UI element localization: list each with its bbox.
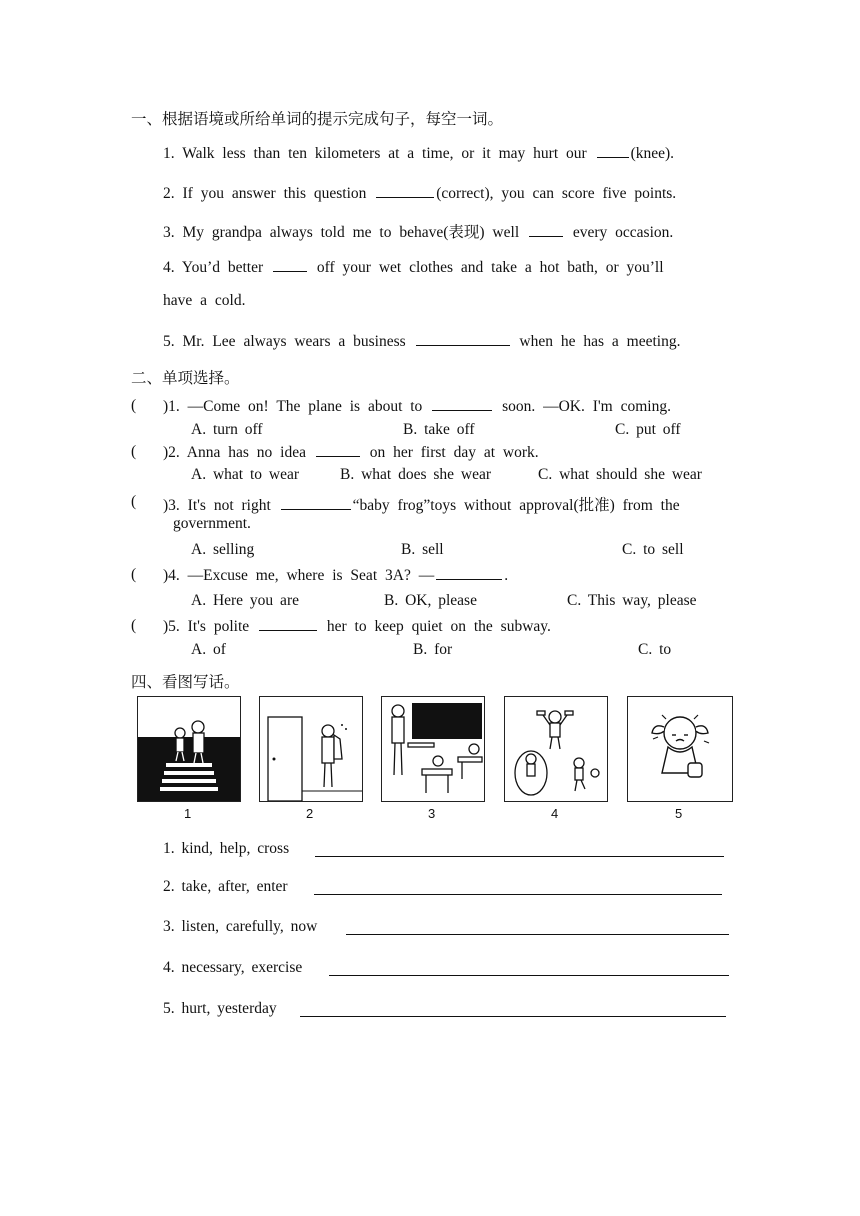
question-text: when he has a meeting. — [519, 333, 681, 350]
question-text: (knee). — [630, 145, 675, 162]
mc-question-3 — [163, 493, 680, 515]
picture-exercise — [504, 696, 608, 802]
question-text: 5. Mr. Lee always wears a business — [163, 333, 406, 350]
picture-number: 1 — [184, 806, 192, 821]
writing-line[interactable] — [329, 975, 729, 976]
writing-line[interactable] — [315, 856, 724, 857]
option-b[interactable]: B. OK, please — [384, 592, 477, 609]
question-1-5 — [163, 332, 680, 351]
option-c[interactable]: C. to sell — [622, 541, 684, 558]
question-text: her to keep quiet on the subway. — [326, 618, 551, 635]
answer-blank — [316, 443, 360, 457]
question-text: 4. You’d better — [163, 259, 264, 276]
picture-number: 3 — [428, 806, 436, 821]
answer-blank[interactable] — [416, 332, 510, 346]
picture-number: 2 — [306, 806, 314, 821]
writing-prompt-5: 5. hurt, yesterday — [163, 1000, 277, 1017]
question-1-1 — [163, 144, 726, 163]
picture-number: 4 — [551, 806, 559, 821]
mc-question-3-continued: government. — [173, 515, 251, 532]
section-4-title: 四、看图写话。 — [131, 674, 240, 691]
question-text: 1. Walk less than ten kilometers at a time, or it may hurt our — [163, 145, 587, 162]
question-text: 3. My grandpa always told me to behave(表现) well — [163, 224, 520, 241]
option-b[interactable]: B. for — [413, 641, 453, 658]
option-a[interactable]: A. what to wear — [191, 466, 299, 483]
option-a[interactable]: A. Here you are — [191, 592, 299, 609]
writing-prompt-1: 1. kind, help, cross — [163, 840, 290, 857]
mc-question-1 — [163, 397, 671, 416]
option-b[interactable]: B. take off — [403, 421, 475, 438]
answer-paren[interactable]: ( — [131, 443, 137, 460]
answer-blank — [436, 566, 502, 580]
question-text: soon. —OK. I'm coming. — [502, 398, 671, 415]
section-1-title: 一、根据语境或所给单词的提示完成句子，每空一词。 — [131, 111, 504, 128]
answer-paren[interactable]: ( — [131, 617, 137, 634]
question-text: (correct), you can score five points. — [436, 185, 677, 202]
writing-line[interactable] — [346, 934, 729, 935]
picture-number: 5 — [675, 806, 683, 821]
question-text: on her first day at work. — [369, 444, 539, 461]
answer-blank[interactable] — [597, 144, 629, 158]
answer-blank[interactable] — [376, 184, 434, 198]
question-text: off your wet clothes and take a hot bath, or you’ll — [316, 259, 664, 276]
answer-blank — [259, 617, 317, 631]
option-c[interactable]: C. what should she wear — [538, 466, 702, 483]
question-1-3 — [163, 220, 726, 242]
answer-blank[interactable] — [529, 223, 563, 237]
question-text: )3. It's not right — [163, 497, 271, 514]
option-a[interactable]: A. of — [191, 641, 226, 658]
writing-line[interactable] — [300, 1016, 726, 1017]
question-1-4 — [163, 258, 664, 277]
answer-paren[interactable]: ( — [131, 493, 137, 510]
picture-crossing-street — [137, 696, 241, 802]
writing-prompt-2: 2. take, after, enter — [163, 878, 288, 895]
writing-prompt-4: 4. necessary, exercise — [163, 959, 303, 976]
option-b[interactable]: B. what does she wear — [340, 466, 492, 483]
answer-blank — [281, 496, 351, 510]
section-2-title: 二、单项选择。 — [131, 370, 240, 387]
writing-prompt-3: 3. listen, carefully, now — [163, 918, 318, 935]
picture-enter-room — [259, 696, 363, 802]
option-c[interactable]: C. This way, please — [567, 592, 697, 609]
option-b[interactable]: B. sell — [401, 541, 444, 558]
option-c[interactable]: C. to — [638, 641, 672, 658]
answer-blank[interactable] — [273, 258, 307, 272]
answer-paren[interactable]: ( — [131, 566, 137, 583]
question-text: )5. It's polite — [163, 618, 250, 635]
question-text: every occasion. — [572, 224, 674, 241]
answer-blank — [432, 397, 492, 411]
answer-paren[interactable]: ( — [131, 397, 137, 414]
question-text: 2. If you answer this question — [163, 185, 367, 202]
picture-classroom — [381, 696, 485, 802]
option-a[interactable]: A. turn off — [191, 421, 263, 438]
question-text: )1. —Come on! The plane is about to — [163, 398, 423, 415]
question-text: )2. Anna has no idea — [163, 444, 306, 461]
mc-question-2 — [163, 443, 539, 462]
picture-hurt-girl — [627, 696, 733, 802]
question-1-4-continued: have a cold. — [163, 292, 246, 309]
question-text: “baby frog”toys without approval(批准) from the — [352, 497, 680, 514]
option-c[interactable]: C. put off — [615, 421, 681, 438]
question-text: )4. —Excuse me, where is Seat 3A? — — [163, 567, 435, 584]
option-a[interactable]: A. selling — [191, 541, 255, 558]
question-1-2 — [163, 184, 726, 203]
mc-question-4 — [163, 566, 508, 585]
mc-question-5 — [163, 617, 551, 636]
question-text: . — [504, 567, 509, 584]
writing-line[interactable] — [314, 894, 722, 895]
